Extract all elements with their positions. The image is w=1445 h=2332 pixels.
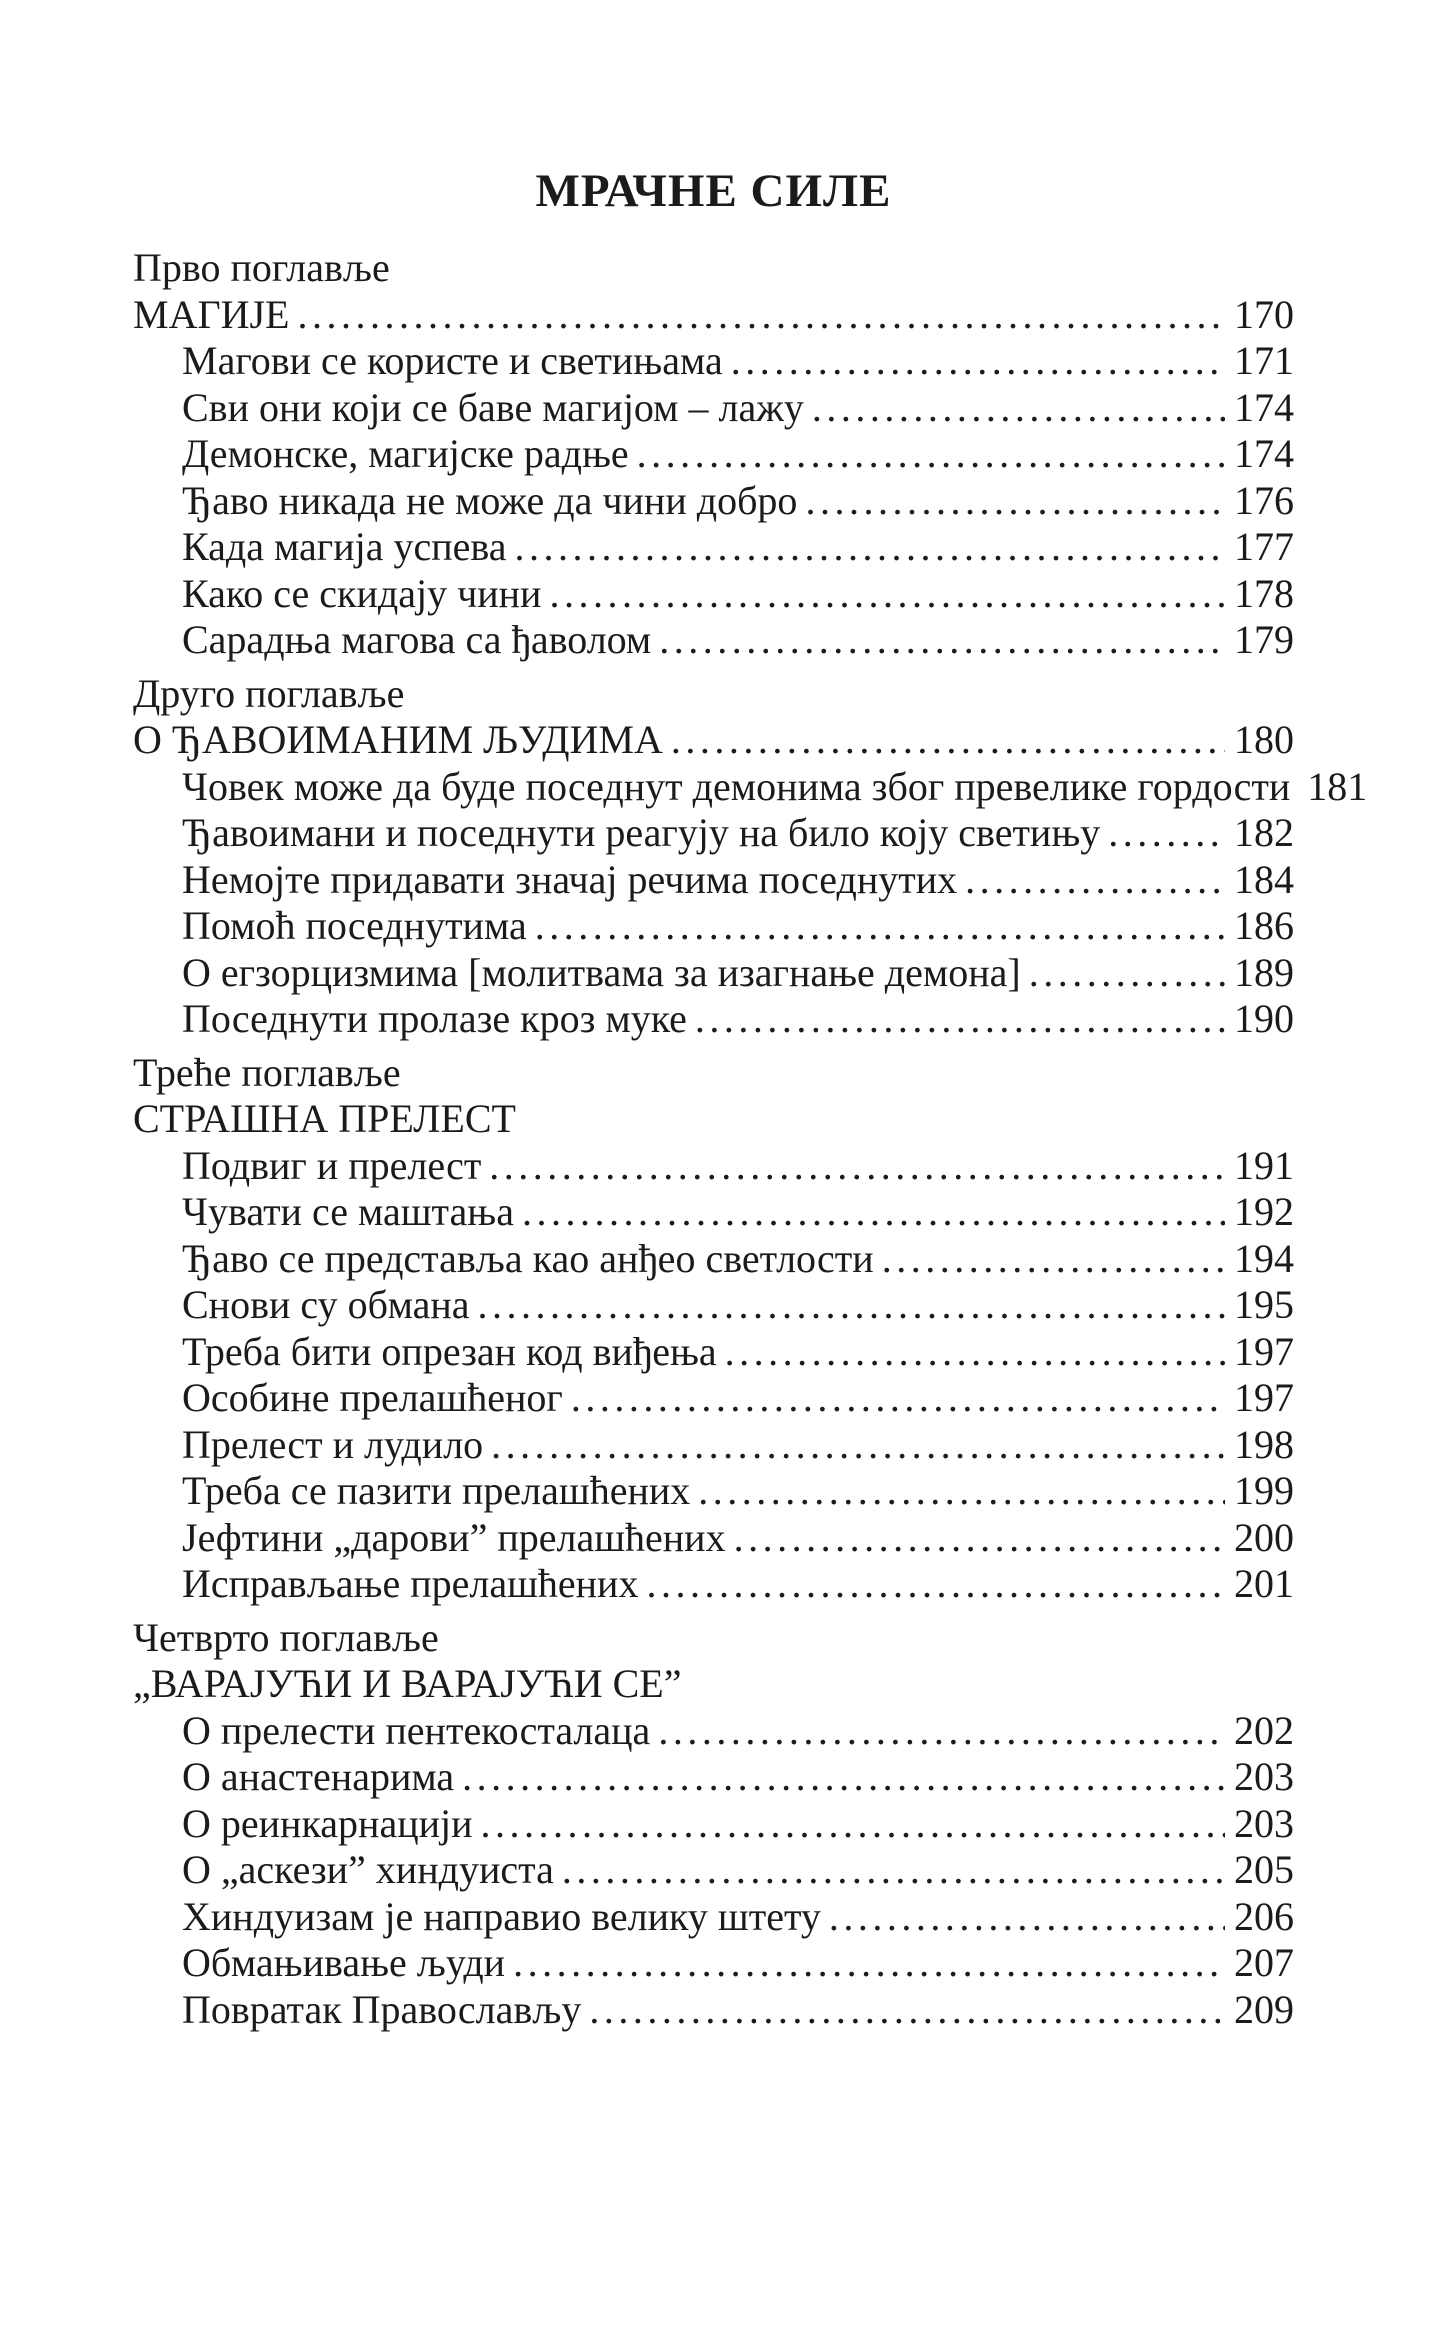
toc-entry (133, 810, 1294, 857)
dot-leader (513, 1940, 1225, 1987)
dot-leader (515, 524, 1225, 571)
page-number: 189 (1234, 949, 1294, 995)
toc-entry (133, 1236, 1294, 1283)
toc-entry-label: О „аскези” хиндуиста (182, 1847, 554, 1892)
dot-leader (659, 617, 1225, 664)
page-number: 170 (1234, 291, 1294, 337)
page-number: 190 (1234, 996, 1294, 1041)
toc-entry-label: Прелест и лудило (182, 1421, 484, 1467)
page-number: 195 (1234, 1282, 1294, 1327)
dot-leader (829, 1894, 1225, 1941)
toc-entry (133, 950, 1294, 997)
chapter-4 (133, 1615, 1294, 2034)
dot-leader (481, 1801, 1225, 1848)
dot-leader (1108, 810, 1225, 857)
dot-leader (1029, 950, 1225, 997)
toc-entry-label: Чувати се маштања (182, 1189, 514, 1234)
toc-entry-label: О ЂАВОИМАНИМ ЉУДИМА (133, 717, 663, 762)
dot-leader (549, 571, 1225, 618)
toc-entry-label: Како се скидају чини (182, 570, 542, 616)
toc-entry-label: Снови су обмана (182, 1282, 470, 1327)
toc-entry-label: Ђаво никада не може да чини добро (182, 477, 798, 523)
chapter-header (133, 1615, 1294, 1662)
page-number: 171 (1234, 338, 1294, 383)
chapter-1 (133, 245, 1294, 664)
page-number: 177 (1234, 524, 1294, 569)
toc-entry-label: Јефтини „дарови” прелашћених (182, 1514, 726, 1560)
toc-content (133, 165, 1368, 2033)
toc-entry (133, 903, 1294, 950)
toc-entry-label: Четврто поглавље (133, 1614, 439, 1660)
page-title: МРАЧНЕ СИЛЕ (535, 165, 892, 217)
dot-leader (297, 292, 1225, 339)
page-number: 198 (1234, 1421, 1294, 1467)
toc-entry-label: МАГИЈЕ (133, 291, 290, 337)
toc-entry (133, 763, 1368, 811)
toc-entry-label: О реинкарнацији (182, 1800, 473, 1846)
toc-entry-label: Помоћ поседнутима (182, 903, 527, 948)
toc (133, 245, 1368, 2033)
toc-entry-label: О анастенарима (182, 1754, 455, 1799)
toc-entry-label: Ђаво се представља као анђео светлости (182, 1235, 874, 1281)
chapter-3 (133, 1050, 1294, 1608)
toc-entry-label: Обмањивање људи (182, 1940, 506, 1985)
toc-entry (133, 1329, 1294, 1376)
toc-entry-label: Исправљање прелашћених (182, 1561, 639, 1606)
dot-leader (695, 996, 1225, 1043)
page-number: 203 (1234, 1800, 1294, 1846)
dot-leader (658, 1708, 1225, 1755)
page-number: 186 (1234, 903, 1294, 948)
page-number: 209 (1234, 1986, 1294, 2032)
toc-entry (133, 857, 1294, 904)
toc-entry-label: Особине прелашћеног (182, 1375, 563, 1420)
page-number: 174 (1234, 384, 1294, 430)
toc-entry-label: Демонске, магијске радње (182, 431, 629, 476)
page-number: 176 (1234, 477, 1294, 523)
toc-entry (133, 1847, 1294, 1894)
toc-entry-label: Друго поглавље (133, 670, 405, 716)
toc-entry (133, 1515, 1294, 1562)
toc-entry-label: Поседнути пролазе кроз муке (182, 996, 687, 1041)
chapter-header (133, 245, 1294, 292)
toc-entry (133, 1940, 1294, 1987)
toc-entry (133, 478, 1294, 525)
chapter-2 (133, 670, 1368, 1043)
toc-entry (133, 1708, 1294, 1755)
toc-entry (133, 1754, 1294, 1801)
toc-entry-label: О егзорцизмима [молитвама за изагнање демона] (182, 949, 1021, 995)
dot-leader (731, 338, 1225, 385)
toc-entry (133, 571, 1294, 618)
page-number: 200 (1234, 1514, 1294, 1560)
dot-leader (734, 1515, 1225, 1562)
page-number: 191 (1234, 1142, 1294, 1188)
dot-leader (637, 431, 1225, 478)
chapter-header (133, 1050, 1294, 1097)
toc-entry-label: Ђавоимани и поседнути реагују на било коју светињу (182, 810, 1101, 855)
toc-entry-label: Човек може да буде поседнут демонима због превелике гордости (182, 763, 1291, 809)
toc-entry-label: Повратак Православљу (182, 1986, 582, 2032)
toc-entry-label: Магови се користе и светињама (182, 338, 723, 383)
toc-entry (133, 1282, 1294, 1329)
dot-leader (698, 1468, 1225, 1515)
dot-leader (805, 478, 1225, 525)
page-number: 174 (1234, 431, 1294, 476)
dot-leader (589, 1987, 1225, 2034)
dot-leader (725, 1329, 1225, 1376)
dot-leader (812, 385, 1225, 432)
toc-entry (133, 1801, 1294, 1848)
dot-leader (882, 1236, 1225, 1283)
dot-leader (646, 1561, 1225, 1608)
toc-entry (133, 1561, 1294, 1608)
dot-leader (522, 1189, 1225, 1236)
page-number: 197 (1234, 1375, 1294, 1420)
toc-entry-label: Треће поглавље (133, 1049, 401, 1095)
toc-entry-label: Треба бити опрезан код виђења (182, 1328, 717, 1374)
toc-entry-label: Сарадња магова са ђаволом (182, 617, 652, 662)
chapter-title (133, 292, 1294, 339)
toc-entry (133, 996, 1294, 1043)
dot-leader (491, 1422, 1225, 1469)
page-number: 184 (1234, 856, 1294, 902)
dot-leader (671, 717, 1225, 764)
dot-leader (571, 1375, 1225, 1422)
toc-entry-label: „ВАРАЈУЋИ И ВАРАЈУЋИ СЕ” (133, 1661, 682, 1706)
toc-entry (133, 1987, 1294, 2034)
toc-entry (133, 1468, 1294, 1515)
toc-entry (133, 1422, 1294, 1469)
toc-entry (133, 524, 1294, 571)
page-number: 206 (1234, 1893, 1294, 1939)
toc-entry-label: СТРАШНА ПРЕЛЕСТ (133, 1096, 516, 1141)
page-number: 207 (1234, 1940, 1294, 1985)
page-number: 192 (1234, 1189, 1294, 1234)
page-number: 178 (1234, 570, 1294, 616)
toc-entry (133, 1894, 1294, 1941)
dot-leader (489, 1143, 1225, 1190)
toc-entry-label: Када магија успева (182, 524, 507, 569)
chapter-title (133, 717, 1294, 764)
page-number: 205 (1234, 1847, 1294, 1892)
chapter-title (133, 1096, 1294, 1143)
dot-leader (478, 1282, 1225, 1329)
toc-entry-label: Немојте придавати значај речима поседнутих (182, 856, 958, 902)
toc-entry-label: Прво поглавље (133, 245, 390, 290)
page-number: 199 (1234, 1468, 1294, 1513)
toc-entry (133, 338, 1294, 385)
page-number: 201 (1234, 1561, 1294, 1606)
toc-entry (133, 1189, 1294, 1236)
dot-leader (965, 857, 1225, 904)
chapter-title (133, 1661, 1294, 1708)
page-number: 179 (1234, 617, 1294, 662)
page-number: 181 (1307, 763, 1368, 809)
dot-leader (535, 903, 1225, 950)
toc-entry (133, 1143, 1294, 1190)
page-number: 194 (1234, 1235, 1294, 1281)
toc-entry (133, 1375, 1294, 1422)
toc-entry (133, 617, 1294, 664)
page-number: 202 (1234, 1707, 1294, 1753)
toc-entry-label: Подвиг и прелест (182, 1142, 482, 1188)
page-number: 180 (1234, 717, 1294, 762)
dot-leader (562, 1847, 1225, 1894)
toc-entry (133, 431, 1294, 478)
page-number: 197 (1234, 1328, 1294, 1374)
dot-leader (462, 1754, 1225, 1801)
chapter-header (133, 671, 1294, 718)
toc-entry (133, 385, 1294, 432)
toc-entry-label: Сви они који се баве магијом – лажу (182, 384, 804, 430)
toc-entry-label: Треба се пазити прелашћених (182, 1468, 691, 1513)
toc-entry-label: О прелести пентекосталаца (182, 1707, 651, 1753)
page-number: 182 (1234, 810, 1294, 855)
page-number: 203 (1234, 1754, 1294, 1799)
toc-entry-label: Хиндуизам је направио велику штету (182, 1893, 821, 1939)
